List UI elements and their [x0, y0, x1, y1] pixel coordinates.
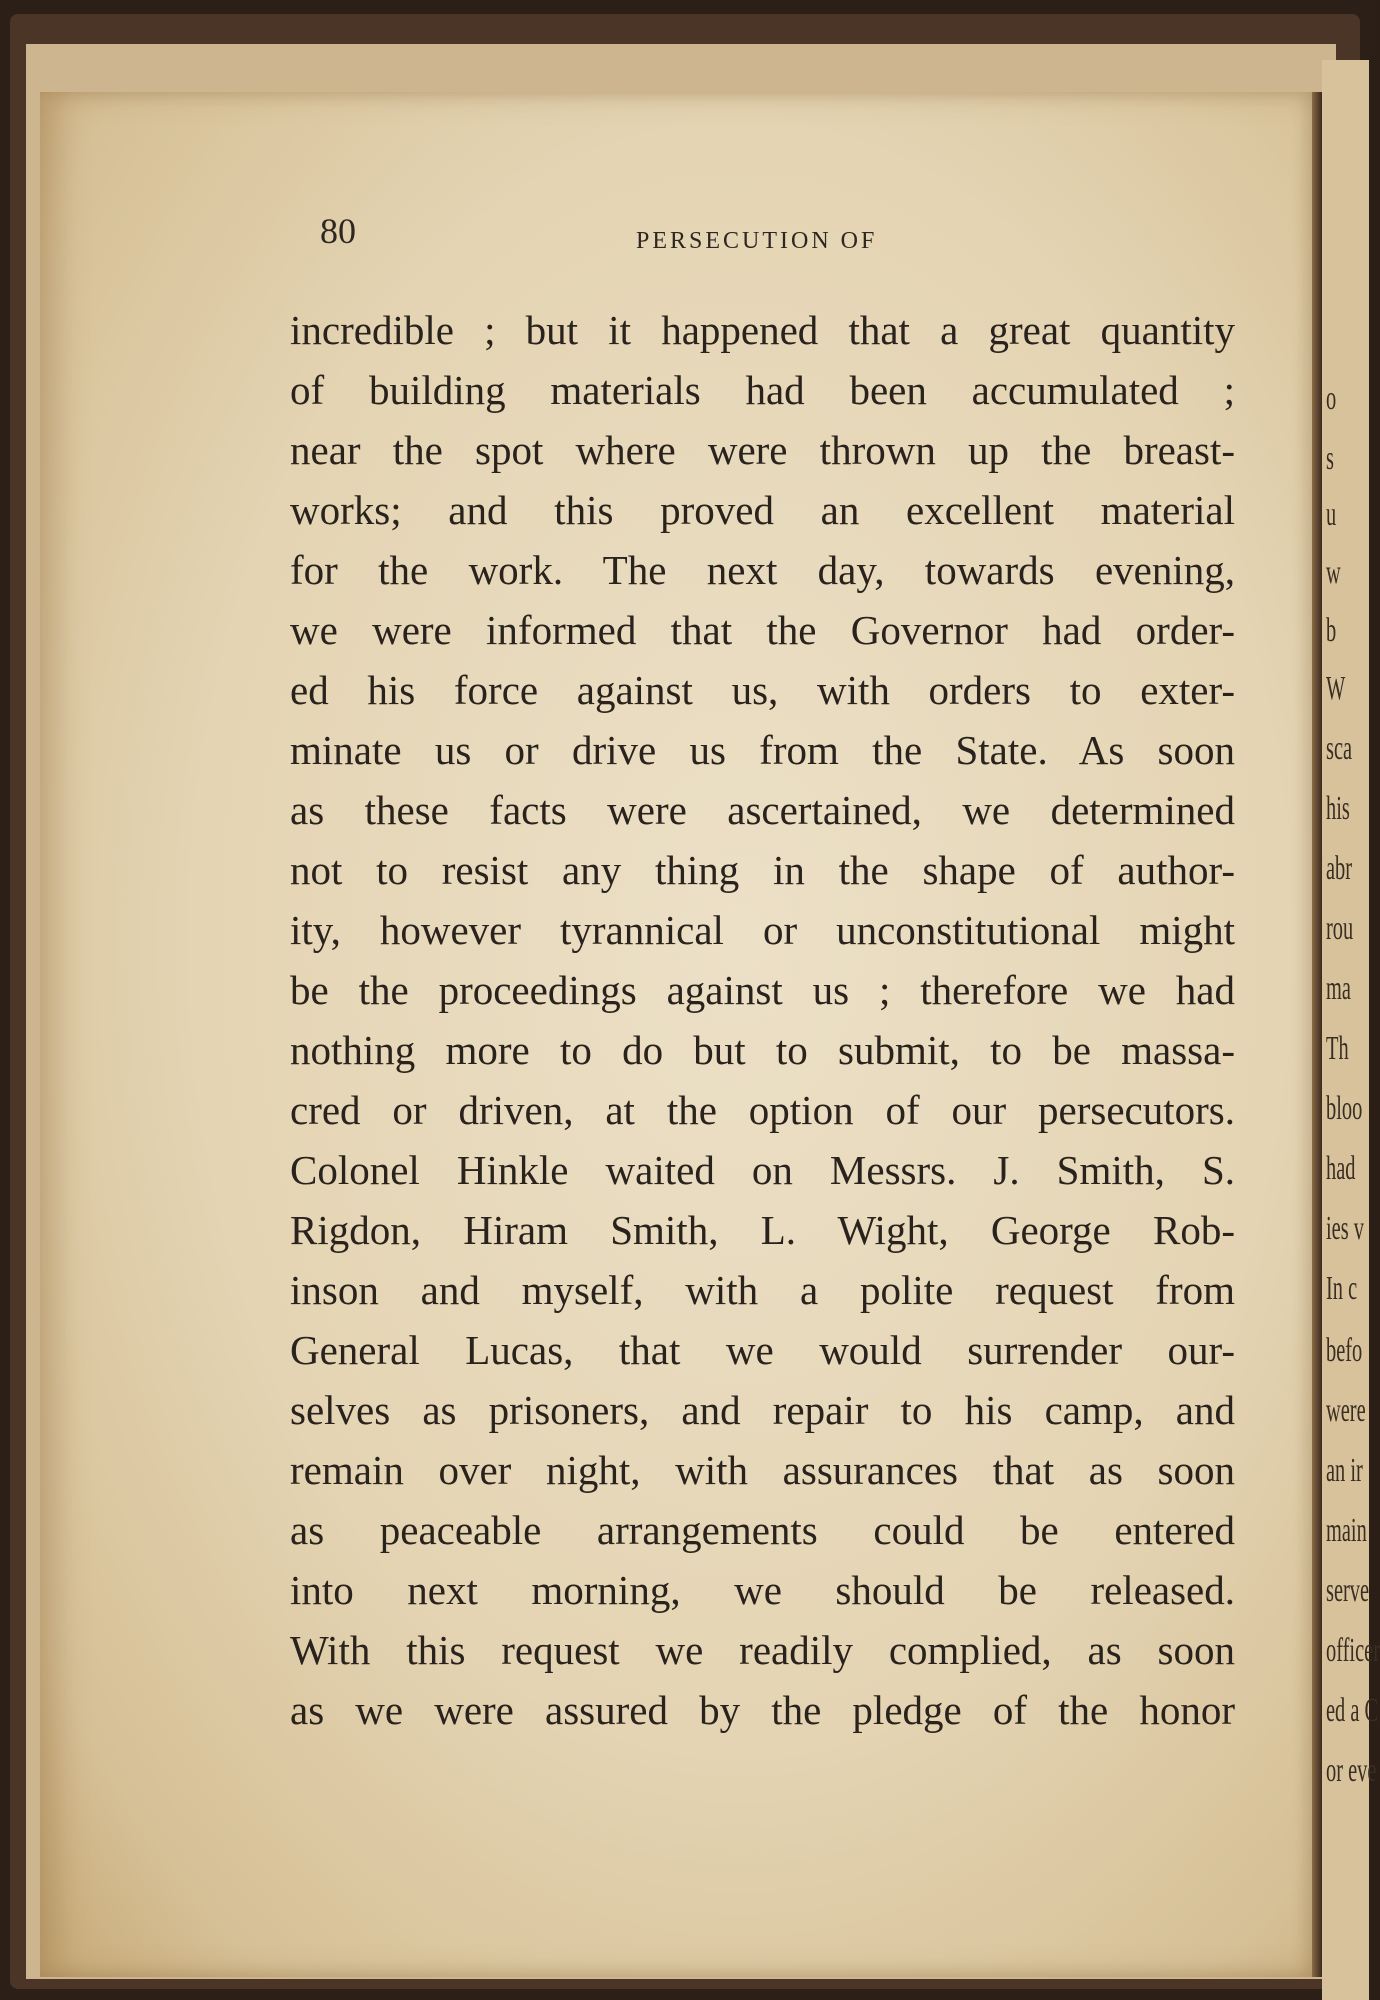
text-line: inson and myself, with a polite request from: [290, 1267, 1235, 1313]
text-line: General Lucas, that we would surrender our-: [290, 1327, 1235, 1373]
book-gutter: [1312, 92, 1322, 1977]
facing-page-fragment: ma: [1326, 970, 1351, 1007]
facing-page-fragment: serve: [1326, 1572, 1370, 1609]
body-text: [290, 300, 1235, 1740]
facing-page-edge: [1322, 60, 1380, 2000]
text-line: Rigdon, Hiram Smith, L. Wight, George Rob-: [290, 1207, 1235, 1253]
text-line: near the spot where were thrown up the breast-: [290, 427, 1235, 473]
text-line: as we were assured by the pledge of the honor: [290, 1687, 1235, 1733]
facing-page-fragment: In c: [1326, 1270, 1358, 1307]
facing-page-fragment: bloo: [1326, 1090, 1363, 1127]
text-line: as these facts were ascertained, we determined: [290, 787, 1235, 833]
facing-page-fragment: sca: [1326, 730, 1353, 767]
facing-page-fragment: s: [1326, 440, 1334, 477]
facing-page-fragment: had: [1326, 1150, 1356, 1187]
text-line: works; and this proved an excellent material: [290, 487, 1235, 533]
facing-page-fragment: rou: [1326, 910, 1354, 947]
facing-page-fragment: Th: [1326, 1030, 1349, 1067]
facing-page-fragment: or eve: [1326, 1752, 1377, 1789]
facing-page-fragment: o: [1326, 380, 1337, 417]
facing-page-fragment: w: [1326, 554, 1341, 591]
text-line: into next morning, we should be released.: [290, 1567, 1235, 1613]
text-line: ed his force against us, with orders to exter-: [290, 667, 1235, 713]
running-head: [0, 210, 1369, 260]
facing-page-fragment: ed a C: [1326, 1692, 1379, 1729]
text-line: Colonel Hinkle waited on Messrs. J. Smith, S.: [290, 1147, 1235, 1193]
text-line: incredible ; but it happened that a great quantity: [290, 307, 1235, 353]
facing-page-fragment: ies v: [1326, 1210, 1364, 1247]
facing-page-fragment: W: [1326, 670, 1346, 707]
text-line: not to resist any thing in the shape of author-: [290, 847, 1235, 893]
facing-page-fragment: officer: [1326, 1632, 1380, 1669]
facing-page-fragment: his: [1326, 790, 1350, 827]
text-line: cred or driven, at the option of our persecutors.: [290, 1087, 1235, 1133]
text-line: ity, however tyrannical or unconstitutional might: [290, 907, 1235, 953]
text-line: for the work. The next day, towards evening,: [290, 547, 1235, 593]
text-line: as peaceable arrangements could be entered: [290, 1507, 1235, 1553]
facing-page-fragment: u: [1326, 496, 1337, 533]
text-line: nothing more to do but to submit, to be massa-: [290, 1027, 1235, 1073]
facing-page-fragment: b: [1326, 612, 1337, 649]
facing-page-fragment: abr: [1326, 850, 1353, 887]
facing-page-fragment: were: [1326, 1392, 1366, 1429]
text-line: remain over night, with assurances that as soon: [290, 1447, 1235, 1493]
text-line: With this request we readily complied, as soon: [290, 1627, 1235, 1673]
text-line: we were informed that the Governor had order-: [290, 607, 1235, 653]
text-line: of building materials had been accumulated ;: [290, 367, 1235, 413]
text-line: selves as prisoners, and repair to his camp, and: [290, 1387, 1235, 1433]
text-line: be the proceedings against us ; therefore we had: [290, 967, 1235, 1013]
text-line: minate us or drive us from the State. As soon: [290, 727, 1235, 773]
facing-page-fragment: befo: [1326, 1332, 1363, 1369]
page-number: 80: [320, 211, 356, 251]
facing-page-fragment: an ir: [1326, 1452, 1363, 1489]
facing-page-fragment: main: [1326, 1512, 1367, 1549]
running-head-title: PERSECUTION OF: [636, 228, 878, 254]
